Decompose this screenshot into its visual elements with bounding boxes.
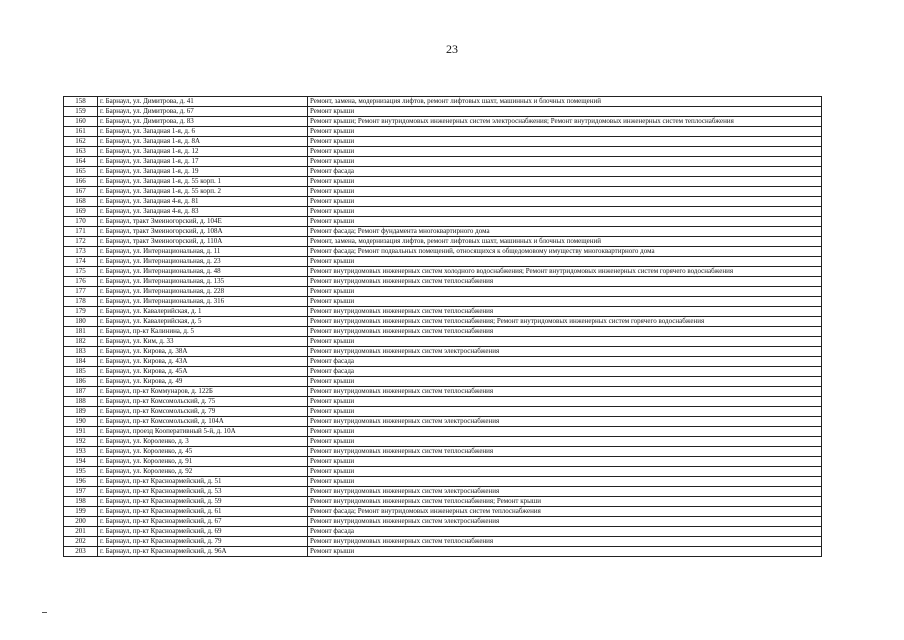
table-row (64, 317, 822, 327)
row-work-type: Ремонт фасада (308, 357, 822, 367)
row-number: 175 (64, 267, 98, 277)
row-work-type: Ремонт крыши (308, 127, 822, 137)
row-work-type: Ремонт крыши (308, 257, 822, 267)
row-work-type: Ремонт крыши (308, 457, 822, 467)
row-work-type: Ремонт крыши (308, 397, 822, 407)
row-address: г. Барнаул, пр-кт Красноармейский, д. 96А (98, 547, 308, 557)
row-number: 193 (64, 447, 98, 457)
row-address: г. Барнаул, ул. Кирова, д. 38А (98, 347, 308, 357)
row-address: г. Барнаул, ул. Димитрова, д. 41 (98, 97, 308, 107)
table-row (64, 397, 822, 407)
row-work-type: Ремонт внутридомовых инженерных систем теплоснабжения; Ремонт крыши (308, 497, 822, 507)
table-row (64, 157, 822, 167)
table-row (64, 417, 822, 427)
row-work-type: Ремонт внутридомовых инженерных систем теплоснабжения (308, 277, 822, 287)
row-address: г. Барнаул, пр-кт Комсомольский, д. 75 (98, 397, 308, 407)
row-address: г. Барнаул, ул. Западная 1-я, д. 6 (98, 127, 308, 137)
row-address: г. Барнаул, ул. Кавалерийская, д. 1 (98, 307, 308, 317)
row-number: 160 (64, 117, 98, 127)
row-work-type: Ремонт фасада (308, 167, 822, 177)
row-number: 183 (64, 347, 98, 357)
row-number: 163 (64, 147, 98, 157)
table-row (64, 497, 822, 507)
table-row (64, 297, 822, 307)
row-address: г. Барнаул, ул. Короленко, д. 92 (98, 467, 308, 477)
table-row (64, 487, 822, 497)
row-address: г. Барнаул, ул. Интернациональная, д. 48 (98, 267, 308, 277)
footer-mark (42, 612, 47, 613)
row-address: г. Барнаул, ул. Короленко, д. 91 (98, 457, 308, 467)
row-work-type: Ремонт, замена, модернизация лифтов, ремонт лифтовых шахт, машинных и блочных помещений (308, 97, 822, 107)
row-work-type: Ремонт крыши (308, 177, 822, 187)
row-work-type: Ремонт крыши (308, 467, 822, 477)
row-work-type: Ремонт крыши (308, 297, 822, 307)
row-address: г. Барнаул, тракт Змеиногорский, д. 108А (98, 227, 308, 237)
table-row (64, 507, 822, 517)
row-work-type: Ремонт внутридомовых инженерных систем электроснабжения (308, 487, 822, 497)
row-address: г. Барнаул, ул. Западная 1-я, д. 12 (98, 147, 308, 157)
row-address: г. Барнаул, ул. Западная 4-я, д. 81 (98, 197, 308, 207)
row-number: 159 (64, 107, 98, 117)
row-number: 177 (64, 287, 98, 297)
table-row (64, 277, 822, 287)
row-address: г. Барнаул, пр-кт Калинина, д. 5 (98, 327, 308, 337)
row-address: г. Барнаул, ул. Ким, д. 33 (98, 337, 308, 347)
row-number: 199 (64, 507, 98, 517)
row-address: г. Барнаул, ул. Короленко, д. 45 (98, 447, 308, 457)
row-work-type: Ремонт, замена, модернизация лифтов, ремонт лифтовых шахт, машинных и блочных помещений (308, 237, 822, 247)
row-work-type: Ремонт крыши (308, 187, 822, 197)
row-number: 170 (64, 217, 98, 227)
row-address: г. Барнаул, тракт Змеиногорский, д. 110А (98, 237, 308, 247)
row-address: г. Барнаул, пр-кт Красноармейский, д. 79 (98, 537, 308, 547)
row-work-type: Ремонт фасада (308, 367, 822, 377)
row-number: 191 (64, 427, 98, 437)
row-work-type: Ремонт крыши (308, 197, 822, 207)
row-number: 194 (64, 457, 98, 467)
table-row (64, 307, 822, 317)
row-work-type: Ремонт крыши (308, 477, 822, 487)
table-row (64, 427, 822, 437)
row-number: 184 (64, 357, 98, 367)
table-row (64, 327, 822, 337)
row-number: 190 (64, 417, 98, 427)
row-address: г. Барнаул, ул. Интернациональная, д. 11 (98, 247, 308, 257)
row-address: г. Барнаул, пр-кт Красноармейский, д. 67 (98, 517, 308, 527)
table-row (64, 527, 822, 537)
row-work-type: Ремонт крыши (308, 207, 822, 217)
row-number: 176 (64, 277, 98, 287)
row-number: 166 (64, 177, 98, 187)
row-number: 195 (64, 467, 98, 477)
table-row (64, 137, 822, 147)
table-row (64, 387, 822, 397)
row-number: 186 (64, 377, 98, 387)
row-number: 201 (64, 527, 98, 537)
row-address: г. Барнаул, пр-кт Коммунаров, д. 122Б (98, 387, 308, 397)
table-row (64, 377, 822, 387)
row-number: 169 (64, 207, 98, 217)
row-number: 171 (64, 227, 98, 237)
row-work-type: Ремонт крыши; Ремонт внутридомовых инженерных систем электроснабжения; Ремонт внутридомовых инженерных систем теплоснабжения (308, 117, 822, 127)
row-number: 202 (64, 537, 98, 547)
row-work-type: Ремонт крыши (308, 437, 822, 447)
row-number: 180 (64, 317, 98, 327)
table-row (64, 447, 822, 457)
works-table (63, 96, 822, 557)
table-row (64, 517, 822, 527)
row-work-type: Ремонт внутридомовых инженерных систем электроснабжения (308, 347, 822, 357)
table-row (64, 477, 822, 487)
row-work-type: Ремонт внутридомовых инженерных систем теплоснабжения (308, 447, 822, 457)
row-address: г. Барнаул, пр-кт Красноармейский, д. 61 (98, 507, 308, 517)
table-row (64, 437, 822, 447)
page-number: 23 (446, 42, 458, 56)
table-row (64, 367, 822, 377)
row-address: г. Барнаул, пр-кт Красноармейский, д. 53 (98, 487, 308, 497)
table-row (64, 287, 822, 297)
row-number: 164 (64, 157, 98, 167)
table-row (64, 117, 822, 127)
row-number: 198 (64, 497, 98, 507)
row-address: г. Барнаул, ул. Димитрова, д. 67 (98, 107, 308, 117)
row-address: г. Барнаул, пр-кт Комсомольский, д. 79 (98, 407, 308, 417)
row-number: 188 (64, 397, 98, 407)
row-number: 172 (64, 237, 98, 247)
table-row (64, 347, 822, 357)
row-number: 168 (64, 197, 98, 207)
row-number: 165 (64, 167, 98, 177)
row-work-type: Ремонт внутридомовых инженерных систем теплоснабжения (308, 327, 822, 337)
table-row (64, 197, 822, 207)
row-address: г. Барнаул, ул. Кирова, д. 45А (98, 367, 308, 377)
row-number: 162 (64, 137, 98, 147)
row-number: 192 (64, 437, 98, 447)
row-number: 161 (64, 127, 98, 137)
row-address: г. Барнаул, проезд Кооперативный 5-й, д. 10А (98, 427, 308, 437)
table-row (64, 167, 822, 177)
row-work-type: Ремонт внутридомовых инженерных систем электроснабжения (308, 517, 822, 527)
table-row (64, 147, 822, 157)
row-work-type: Ремонт внутридомовых инженерных систем теплоснабжения; Ремонт внутридомовых инженерных систем горячего водоснабжения (308, 317, 822, 327)
row-number: 179 (64, 307, 98, 317)
row-number: 196 (64, 477, 98, 487)
row-number: 167 (64, 187, 98, 197)
table-row (64, 217, 822, 227)
table-row (64, 177, 822, 187)
table-row (64, 237, 822, 247)
row-address: г. Барнаул, ул. Западная 1-я, д. 8А (98, 137, 308, 147)
row-work-type: Ремонт внутридомовых инженерных систем холодного водоснабжения; Ремонт внутридомовых инженерных систем горячего водоснабжения (308, 267, 822, 277)
row-address: г. Барнаул, пр-кт Комсомольский, д. 104А (98, 417, 308, 427)
row-work-type: Ремонт внутридомовых инженерных систем электроснабжения (308, 417, 822, 427)
row-work-type: Ремонт фасада; Ремонт подвальных помещений, относящихся к общедомовому имуществу многоквартирного дома (308, 247, 822, 257)
row-number: 181 (64, 327, 98, 337)
table-row (64, 547, 822, 557)
table-body (64, 97, 822, 557)
table-row (64, 267, 822, 277)
row-address: г. Барнаул, пр-кт Красноармейский, д. 69 (98, 527, 308, 537)
row-address: г. Барнаул, ул. Димитрова, д. 83 (98, 117, 308, 127)
row-number: 185 (64, 367, 98, 377)
table-row (64, 187, 822, 197)
row-work-type: Ремонт крыши (308, 107, 822, 117)
row-work-type: Ремонт крыши (308, 287, 822, 297)
row-number: 200 (64, 517, 98, 527)
row-work-type: Ремонт крыши (308, 147, 822, 157)
row-work-type: Ремонт фасада; Ремонт фундамента многоквартирного дома (308, 227, 822, 237)
row-number: 189 (64, 407, 98, 417)
table-row (64, 227, 822, 237)
row-number: 187 (64, 387, 98, 397)
row-number: 178 (64, 297, 98, 307)
row-address: г. Барнаул, тракт Змеиногорский, д. 104Е (98, 217, 308, 227)
table-row (64, 257, 822, 267)
row-work-type: Ремонт крыши (308, 427, 822, 437)
row-number: 197 (64, 487, 98, 497)
table-row (64, 107, 822, 117)
row-address: г. Барнаул, ул. Западная 1-я, д. 55 корп. 2 (98, 187, 308, 197)
row-work-type: Ремонт внутридомовых инженерных систем теплоснабжения (308, 307, 822, 317)
row-number: 173 (64, 247, 98, 257)
row-address: г. Барнаул, ул. Западная 1-я, д. 19 (98, 167, 308, 177)
row-address: г. Барнаул, ул. Кирова, д. 49 (98, 377, 308, 387)
row-address: г. Барнаул, ул. Интернациональная, д. 228 (98, 287, 308, 297)
row-address: г. Барнаул, пр-кт Красноармейский, д. 59 (98, 497, 308, 507)
table-row (64, 127, 822, 137)
table-row (64, 407, 822, 417)
row-work-type: Ремонт внутридомовых инженерных систем теплоснабжения (308, 387, 822, 397)
row-address: г. Барнаул, ул. Западная 4-я, д. 83 (98, 207, 308, 217)
table-row (64, 467, 822, 477)
row-work-type: Ремонт крыши (308, 407, 822, 417)
row-address: г. Барнаул, ул. Интернациональная, д. 135 (98, 277, 308, 287)
row-address: г. Барнаул, пр-кт Красноармейский, д. 51 (98, 477, 308, 487)
table-row (64, 97, 822, 107)
table-row (64, 357, 822, 367)
row-number: 174 (64, 257, 98, 267)
row-address: г. Барнаул, ул. Интернациональная, д. 23 (98, 257, 308, 267)
row-work-type: Ремонт крыши (308, 137, 822, 147)
table-row (64, 207, 822, 217)
row-number: 203 (64, 547, 98, 557)
row-address: г. Барнаул, ул. Короленко, д. 3 (98, 437, 308, 447)
row-work-type: Ремонт внутридомовых инженерных систем теплоснабжения (308, 537, 822, 547)
table-row (64, 247, 822, 257)
row-work-type: Ремонт крыши (308, 547, 822, 557)
row-address: г. Барнаул, ул. Интернациональная, д. 316 (98, 297, 308, 307)
row-address: г. Барнаул, ул. Кирова, д. 43А (98, 357, 308, 367)
row-address: г. Барнаул, ул. Кавалерийская, д. 5 (98, 317, 308, 327)
row-work-type: Ремонт крыши (308, 377, 822, 387)
table-row (64, 457, 822, 467)
row-work-type: Ремонт крыши (308, 217, 822, 227)
row-number: 182 (64, 337, 98, 347)
row-address: г. Барнаул, ул. Западная 1-я, д. 17 (98, 157, 308, 167)
row-work-type: Ремонт крыши (308, 157, 822, 167)
row-number: 158 (64, 97, 98, 107)
row-address: г. Барнаул, ул. Западная 1-я, д. 55 корп. 1 (98, 177, 308, 187)
row-work-type: Ремонт фасада; Ремонт внутридомовых инженерных систем теплоснабжения (308, 507, 822, 517)
row-work-type: Ремонт фасада (308, 527, 822, 537)
row-work-type: Ремонт крыши (308, 337, 822, 347)
table-row (64, 537, 822, 547)
table-row (64, 337, 822, 347)
